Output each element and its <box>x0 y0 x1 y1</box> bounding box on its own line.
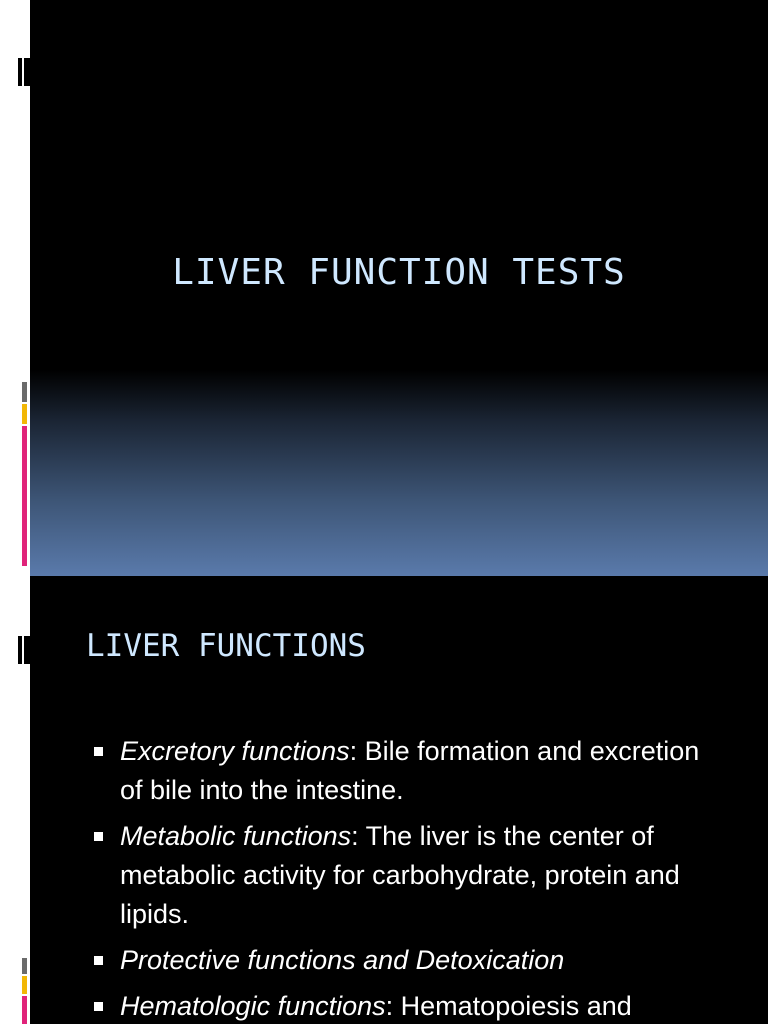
bullet-term: Protective functions and Detoxication <box>120 945 565 975</box>
list-item <box>92 987 712 1024</box>
bullet-term: Excretory functions <box>120 736 350 766</box>
bullet-text: Bile formation and excretion of bile into the intestine. <box>120 736 700 805</box>
content-slide <box>30 576 768 1024</box>
bullet-separator: : <box>351 821 366 851</box>
slide-title: LIVER FUNCTIONS <box>86 628 366 664</box>
list-item <box>92 817 712 934</box>
accent-bar-yellow <box>22 976 27 994</box>
square-bullet-icon <box>94 832 103 841</box>
left-margin <box>0 0 30 1024</box>
list-item <box>92 941 712 980</box>
accent-bar-gray <box>22 958 27 974</box>
slide-title: LIVER FUNCTION TESTS <box>172 252 626 293</box>
title-slide <box>30 0 768 576</box>
square-bullet-icon <box>94 747 103 756</box>
bullet-text: The liver is the center of metabolic activity for carbohydrate, protein and lipids. <box>120 821 680 929</box>
accent-bar-pink <box>22 426 27 566</box>
bullet-separator: : <box>349 736 365 766</box>
bullet-separator: : <box>385 991 401 1021</box>
list-item <box>92 732 712 810</box>
accent-bar-pink <box>22 996 27 1024</box>
square-bullet-icon <box>94 956 103 965</box>
accent-bar-yellow <box>22 404 27 424</box>
bullet-term: Metabolic functions <box>120 821 352 851</box>
bullet-list <box>92 732 712 1024</box>
bullet-text: Hematopoiesis and <box>400 991 632 1021</box>
bullet-term: Hematologic functions <box>120 991 386 1021</box>
accent-bar-gray <box>22 382 27 402</box>
square-bullet-icon <box>94 1002 103 1011</box>
